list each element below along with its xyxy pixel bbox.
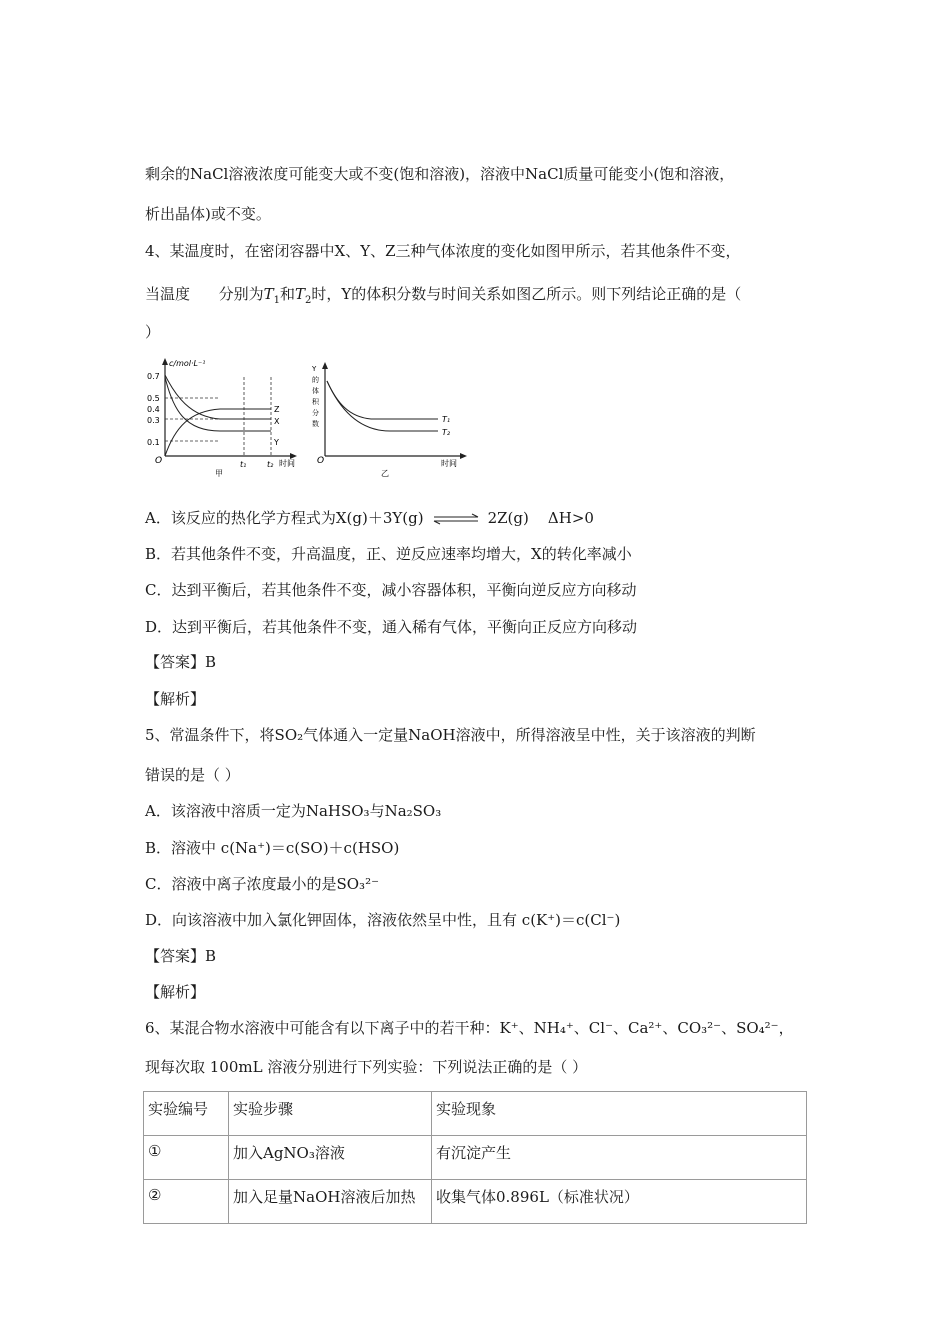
jia-xlabel: 时间: [279, 459, 295, 468]
table-header: 实验现象: [432, 1092, 807, 1136]
chart-yi: [311, 362, 467, 478]
option-d: D．达到平衡后，若其他条件不变，通入稀有气体，平衡向正反应方向移动: [145, 618, 638, 636]
q5-option-d: D．向该溶液中加入氯化钾固体，溶液依然呈中性，且有 c(K⁺)＝c(Cl⁻): [145, 911, 621, 929]
jia-caption: 甲: [215, 469, 223, 478]
text-line: 析出晶体)或不变。: [145, 205, 271, 223]
yi-xlabel: 时间: [441, 459, 457, 468]
t1-label: t₁: [240, 460, 247, 469]
q5-option-c: C．溶液中离子浓度最小的是SO₃²⁻: [145, 875, 379, 893]
question-4-stem: 4、某温度时，在密闭容器中X、Y、Z三种气体浓度的变化如图甲所示，若其他条件不变，: [145, 242, 741, 260]
analysis-4: 【解析】: [145, 690, 206, 708]
label-y: Y: [274, 438, 279, 447]
answer-4: 【答案】B: [145, 653, 217, 671]
label-z: Z: [274, 405, 280, 414]
option-b: B．若其他条件不变，升高温度，正、逆反应速率均增大，X的转化率减小: [145, 545, 632, 563]
jia-origin: O: [155, 456, 163, 466]
stem-text: 时，Y的体积分数与时间关系如图乙所示。则下列结论正确的是（: [311, 285, 742, 303]
yi-ylabel: Y: [312, 365, 317, 373]
table-header: 实验编号: [144, 1092, 229, 1136]
curve-t1: [327, 381, 438, 419]
answer-5: 【答案】B: [145, 947, 217, 965]
equilibrium-arrow-icon: [432, 513, 480, 525]
label-t2: T₂: [442, 428, 451, 437]
stem-text: 和: [280, 285, 296, 303]
jia-ylabel: c/mol·L⁻¹: [169, 359, 206, 368]
analysis-5: 【解析】: [145, 983, 206, 1001]
question-6-stem: 6、某混合物水溶液中可能含有以下离子中的若干种：K⁺、NH₄⁺、Cl⁻、Ca²⁺、CO₃²⁻、SO₄²⁻，: [145, 1019, 794, 1037]
table-cell: ②: [144, 1180, 229, 1224]
table-cell: ①: [144, 1136, 229, 1180]
option-c: C．达到平衡后，若其他条件不变，减小容器体积，平衡向逆反应方向移动: [145, 581, 637, 599]
q5-option-a: A．该溶液中溶质一定为NaHSO₃与Na₂SO₃: [145, 802, 442, 820]
question-6-stem: 现每次取 100mL 溶液分别进行下列实验：下列说法正确的是（ ）: [145, 1058, 588, 1076]
curve-z: [165, 409, 271, 456]
curve-x: [165, 375, 271, 419]
table-cell: 有沉淀产生: [432, 1136, 807, 1180]
q5-option-b: B．溶液中 c(Na⁺)＝c(SO)＋c(HSO): [145, 839, 400, 857]
yi-ylabel: 的: [312, 376, 319, 384]
ytick: 0.3: [147, 416, 160, 425]
question-5-stem: 5、常温条件下，将SO₂气体通入一定量NaOH溶液中，所得溶液呈中性，关于该溶液的判断: [145, 726, 756, 744]
yi-origin: O: [317, 456, 325, 466]
table-header-row: [144, 1092, 807, 1136]
table-cell: 加入AgNO₃溶液: [229, 1136, 432, 1180]
t2-symbol: T: [295, 285, 306, 303]
table-header: 实验步骤: [229, 1092, 432, 1136]
table-cell: 收集气体0.896L（标准状况）: [432, 1180, 807, 1224]
text-line: 剩余的NaCl溶液浓度可能变大或不变(饱和溶液)，溶液中NaCl质量可能变小(饱和溶液，: [145, 165, 735, 183]
ytick: 0.7: [147, 372, 160, 381]
question-4-stem: ）: [145, 323, 161, 341]
figure-jia-yi: [145, 355, 475, 480]
yi-ylabel: 积: [312, 398, 319, 406]
option-a-text: A．该反应的热化学方程式为X(g)＋3Y(g): [145, 509, 424, 527]
table-row: [144, 1136, 807, 1180]
chart-jia: [147, 358, 297, 478]
ytick: 0.1: [147, 438, 160, 447]
option-a-text: 2Z(g) ΔH>0: [487, 509, 594, 527]
table-row: [144, 1180, 807, 1224]
label-t1: T₁: [442, 415, 451, 424]
yi-ylabel: 分: [312, 409, 319, 417]
experiment-table: [143, 1091, 807, 1224]
table-cell: 加入足量NaOH溶液后加热: [229, 1180, 432, 1224]
question-4-stem: 当温度 分别为$T_1$和$T_2$时，Y的体积分数与时间关系如图乙所示。则下列结论正确的是（: [145, 285, 742, 306]
label-x: X: [274, 417, 280, 426]
yi-caption: 乙: [381, 469, 389, 478]
curve-y: [165, 377, 271, 431]
ytick: 0.4: [147, 405, 160, 414]
ytick: 0.5: [147, 394, 160, 403]
t2-label: t₂: [267, 460, 274, 469]
yi-ylabel: 数: [312, 420, 319, 428]
option-a: [145, 508, 594, 528]
t1-symbol: T: [263, 285, 274, 303]
question-5-stem: 错误的是（ ）: [145, 766, 240, 784]
yi-ylabel: 体: [312, 387, 319, 395]
stem-text: 当温度 分别为: [145, 285, 264, 303]
